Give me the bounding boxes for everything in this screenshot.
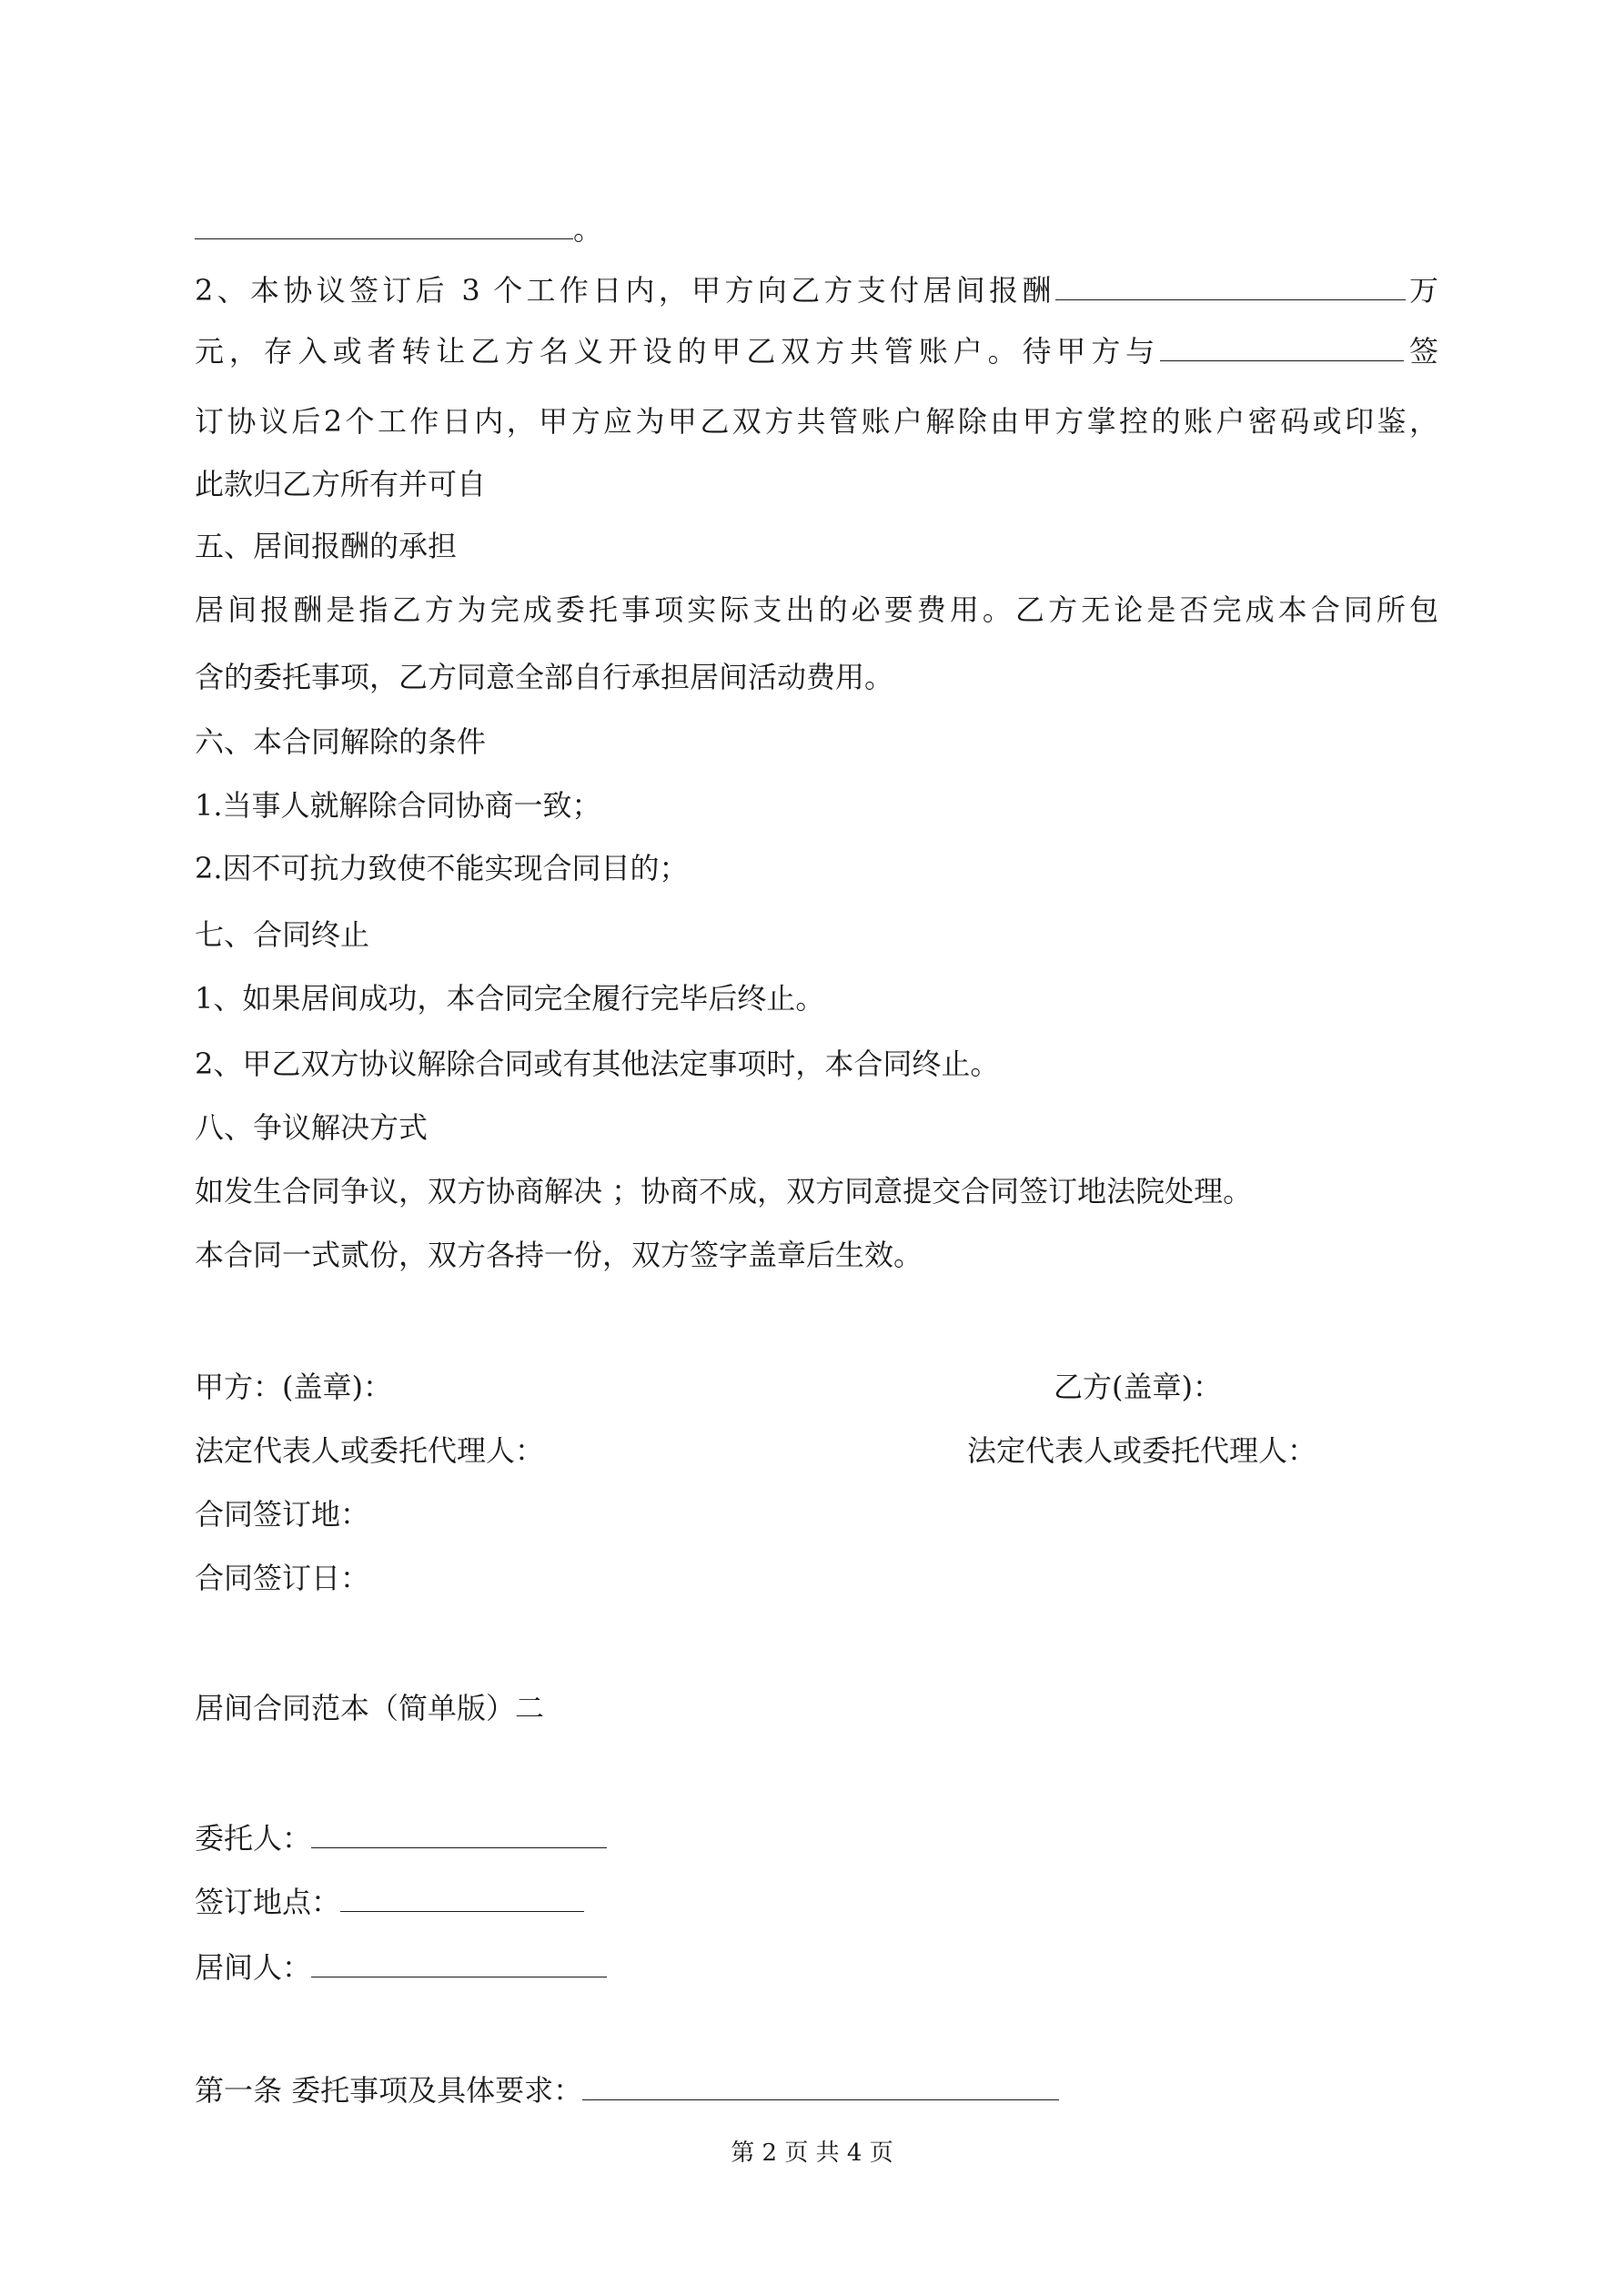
clause4-item2-line4: 此款归乙方所有并可自: [195, 467, 487, 501]
party-b-rep: 法定代表人或委托代理人：: [967, 1433, 1317, 1468]
blank-field: [311, 1949, 607, 1977]
clause4-item2-text: 元，存入或者转让乙方名义开设的甲乙双方共管账户。待甲方与: [195, 334, 1161, 369]
blank-field: [340, 1884, 584, 1912]
sign-place-label: 签订地点：: [195, 1885, 341, 1919]
contract2-title: 居间合同范本（简单版）二: [195, 1691, 545, 1725]
clause6-item1: 1.当事人就解除合同协商一致；: [195, 788, 601, 823]
clause8-body: 如发生合同争议，双方协商解决 ；协商不成，双方同意提交合同签订地法院处理。: [195, 1174, 1253, 1209]
blank-field: [582, 2072, 1059, 2100]
clause6-title: 六、本合同解除的条件: [195, 724, 487, 759]
clause5-body-line1: 居间报酬是指乙方为完成委托事项实际支出的必要费用。乙方无论是否完成本合同所包: [195, 592, 1438, 627]
clause8-copies: 本合同一式贰份，双方各持一份，双方签字盖章后生效。: [195, 1238, 923, 1272]
page-footer: 第 2 页 共 4 页: [731, 2139, 893, 2167]
sign-date: 合同签订日：: [195, 1561, 370, 1595]
party-a-rep: 法定代表人或委托代理人：: [195, 1433, 545, 1468]
party-b-seal: 乙方(盖章)：: [1054, 1370, 1222, 1404]
blank-field: [311, 1820, 607, 1848]
intermediary-line: [195, 1947, 607, 1988]
article1-line: [195, 2070, 1059, 2110]
sign-place-line: [195, 1882, 584, 1922]
clause8-title: 八、争议解决方式: [195, 1110, 429, 1145]
clause4-item2-line2: [195, 331, 1438, 371]
clause6-item2: 2.因不可抗力致使不能实现合同目的；: [195, 851, 689, 885]
clause4-item2-line1: [195, 270, 1438, 310]
blank-field: [1055, 272, 1406, 300]
client-label: 委托人：: [195, 1821, 312, 1856]
intermediary-label: 居间人：: [195, 1950, 312, 1985]
client-line: [195, 1818, 607, 1858]
clause4-continuation-line: [195, 209, 602, 249]
clause5-body-line2: 含的委托事项，乙方同意全部自行承担居间活动费用。: [195, 660, 894, 694]
clause7-item2: 2、甲乙双方协议解除合同或有其他法定事项时，本合同终止。: [195, 1047, 1000, 1081]
party-a-seal: 甲方：(盖章)：: [195, 1370, 392, 1404]
period: 。: [573, 212, 603, 247]
unit-text: 万: [1405, 273, 1438, 308]
clause7-item1: 1、如果居间成功，本合同完全履行完毕后终止。: [195, 981, 825, 1016]
blank-field: [1160, 333, 1404, 361]
sign-place: 合同签订地：: [195, 1497, 370, 1532]
clause5-title: 五、居间报酬的承担: [195, 529, 458, 563]
clause4-item2-text: 2、本协议签订后 3 个工作日内，甲方向乙方支付居间报酬: [195, 273, 1055, 308]
article1-label: 第一条 委托事项及具体要求：: [195, 2073, 583, 2108]
clause7-title: 七、合同终止: [195, 917, 370, 952]
clause4-item2-line3: 订协议后2个工作日内，甲方应为甲乙双方共管账户解除由甲方掌控的账户密码或印鉴，: [195, 404, 1438, 439]
blank-field: [195, 211, 573, 239]
sign-text: 签: [1404, 334, 1438, 369]
